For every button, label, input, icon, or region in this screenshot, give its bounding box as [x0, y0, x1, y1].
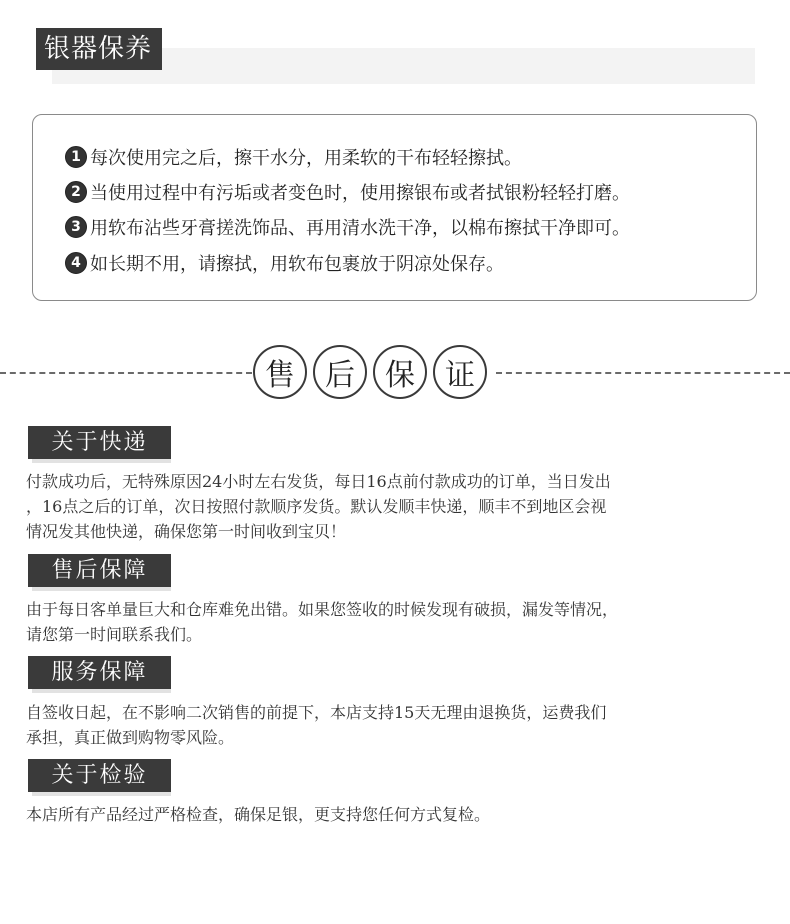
care-item [65, 176, 630, 208]
divider-right [496, 372, 790, 374]
care-item-text: 当使用过程中有污垢或者变色时，使用擦银布或者拭银粉轻轻打磨。 [90, 183, 630, 204]
care-title: 银器保养 [36, 28, 162, 70]
text-line: 由于每日客单量巨大和仓库难免出错。如果您签收的时候发现有破损，漏发等情况， [26, 600, 619, 619]
section-heading-shipping: 关于快递 [28, 426, 171, 459]
text-line: 付款成功后，无特殊原因24小时左右发货，每日16点前付款成功的订单，当日发出 [26, 472, 611, 491]
text-line: 本店所有产品经过严格检查，确保足银，更支持您任何方式复检。 [26, 805, 491, 824]
text-line: 请您第一时间联系我们。 [26, 625, 203, 644]
text-line: 自签收日起，在不影响二次销售的前提下，本店支持15天无理由退换货，运费我们 [26, 703, 607, 722]
section-text-after-sales [26, 597, 762, 647]
number-2-icon: 2 [65, 181, 87, 203]
section-heading-service: 服务保障 [28, 656, 171, 689]
number-1-icon: 1 [65, 146, 87, 168]
section-text-shipping [26, 469, 762, 544]
section-text-service [26, 700, 762, 750]
care-item [65, 247, 504, 279]
section-heading-inspection: 关于检验 [28, 759, 171, 792]
care-item-text: 如长期不用，请擦拭，用软布包裹放于阴凉处保存。 [90, 254, 504, 275]
care-instructions-box [32, 114, 757, 301]
number-3-icon: 3 [65, 216, 87, 238]
banner-char-circle: 售 [253, 345, 307, 399]
banner-char-circle: 保 [373, 345, 427, 399]
text-line: 情况发其他快递，确保您第一时间收到宝贝！ [26, 522, 347, 541]
text-line: ，16点之后的订单，次日按照付款顺序发货。默认发顺丰快递，顺丰不到地区会视 [26, 497, 607, 516]
care-item [65, 141, 522, 173]
number-4-icon: 4 [65, 252, 87, 274]
section-text-inspection [26, 802, 762, 827]
care-item [65, 211, 630, 243]
text-line: 承担，真正做到购物零风险。 [26, 728, 235, 747]
banner-char-circle: 证 [433, 345, 487, 399]
section-heading-after-sales: 售后保障 [28, 554, 171, 587]
care-item-text: 用软布沾些牙膏搓洗饰品、再用清水洗干净，以棉布擦拭干净即可。 [90, 218, 630, 239]
care-item-text: 每次使用完之后，擦干水分，用柔软的干布轻轻擦拭。 [90, 148, 522, 169]
divider-left [0, 372, 252, 374]
banner-char-circle: 后 [313, 345, 367, 399]
